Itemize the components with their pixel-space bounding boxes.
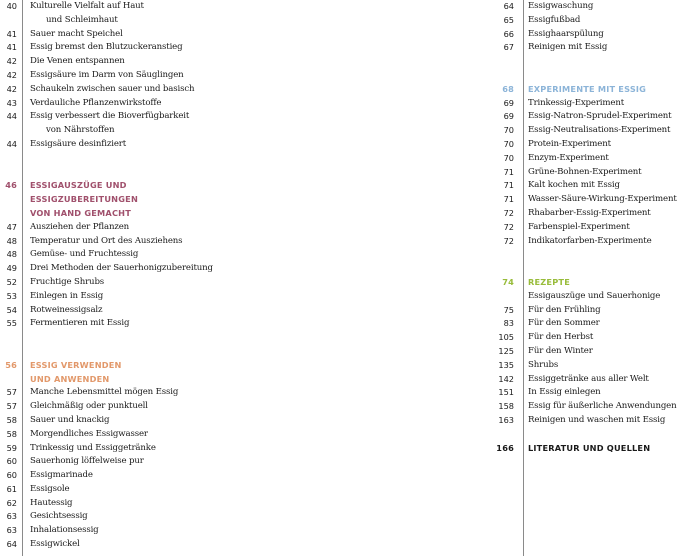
toc-entry[interactable]: [0, 55, 330, 69]
page-number: 70: [503, 125, 514, 136]
entry-title: Enzym-Experiment: [528, 152, 609, 163]
toc-entry[interactable]: [480, 14, 696, 28]
entry-title: Für den Herbst: [528, 332, 594, 343]
entry-title: Gesichtsessig: [30, 511, 88, 522]
page-number: 83: [503, 318, 514, 329]
toc-entry[interactable]: [480, 400, 696, 414]
entry-title: Essig bremst den Blutzuckeranstieg: [30, 42, 183, 53]
toc-entry[interactable]: [0, 428, 330, 442]
section-title: VON HAND GEMACHT: [30, 207, 131, 218]
page-number: 163: [498, 414, 514, 425]
toc-entry[interactable]: [0, 28, 330, 42]
toc-entry[interactable]: [0, 83, 330, 97]
page-number: 48: [6, 235, 17, 246]
entry-title: Einlegen in Essig: [30, 290, 104, 301]
entry-title: Farbenspiel-Experiment: [528, 221, 630, 232]
entry-title: Gemüse- und Fruchtessig: [30, 249, 139, 260]
page-number: 40: [6, 1, 17, 11]
page-number: 70: [503, 152, 514, 163]
page-number: 58: [6, 428, 17, 439]
toc-entry[interactable]: [480, 221, 696, 235]
toc-entry[interactable]: [0, 124, 330, 138]
page-number: 125: [498, 345, 514, 356]
toc-section-heading[interactable]: [0, 373, 330, 387]
entry-title: In Essig einlegen: [528, 387, 601, 398]
page-number: 158: [498, 401, 514, 412]
toc-entry[interactable]: [480, 179, 696, 193]
page-number: 66: [503, 28, 514, 39]
page-number: 57: [6, 401, 17, 412]
entry-title: Essigsäure im Darm von Säuglingen: [30, 69, 184, 80]
toc-section-heading[interactable]: [0, 193, 330, 207]
toc-entry[interactable]: [0, 235, 330, 249]
toc-entry[interactable]: [480, 345, 696, 359]
page-number: 61: [6, 483, 17, 494]
entry-title: Rhabarber-Essig-Experiment: [528, 207, 651, 218]
entry-title: Essigfußbad: [528, 14, 581, 25]
toc-entry[interactable]: [0, 524, 330, 538]
page-number: 52: [6, 276, 17, 287]
page-number: 54: [6, 304, 17, 315]
page-number: 48: [6, 249, 17, 260]
spacer: [480, 55, 696, 83]
toc-entry[interactable]: [480, 124, 696, 138]
entry-title: Grüne-Bohnen-Experiment: [528, 166, 642, 177]
entry-title: Essigwickel: [30, 539, 80, 550]
entry-title: Shrubs: [528, 359, 559, 370]
entry-title: Essig für äußerliche Anwendungen: [528, 401, 677, 412]
page-number: 44: [6, 111, 17, 122]
entry-title: Essig-Natron-Sprudel-Experiment: [528, 111, 672, 122]
page-number: 142: [498, 373, 514, 384]
page-number: 59: [6, 442, 17, 453]
entry-title: Trinkessig-Experiment: [528, 97, 625, 108]
page-number: 49: [6, 263, 17, 274]
page-number: 46: [5, 180, 17, 191]
section-title: REZEPTE: [528, 276, 571, 287]
toc-entry[interactable]: [480, 110, 696, 124]
page-number: 105: [498, 332, 514, 343]
toc-entry[interactable]: [0, 97, 330, 111]
entry-title: Essig-Neutralisations-Experiment: [528, 125, 671, 136]
page-number: 55: [6, 318, 17, 329]
toc-entry[interactable]: [0, 304, 330, 318]
entry-title: Sauer macht Speichel: [30, 28, 123, 39]
toc-entry[interactable]: [0, 469, 330, 483]
toc-entry[interactable]: [480, 0, 696, 14]
page-number: 60: [6, 470, 17, 481]
page-number: 71: [503, 194, 514, 205]
entry-title: Drei Methoden der Sauerhonigzubereitung: [30, 263, 213, 274]
toc-entry[interactable]: [480, 152, 696, 166]
page-number: 41: [6, 28, 17, 39]
entry-title: Sauerhonig löffelweise pur: [30, 456, 144, 467]
page-number: 53: [6, 290, 17, 301]
page-number: 64: [503, 1, 514, 11]
entry-title: Essigmarinade: [30, 470, 93, 481]
toc-entry[interactable]: [480, 193, 696, 207]
page-number: 166: [496, 442, 514, 453]
toc-section-heading[interactable]: [480, 83, 696, 97]
page-number: 42: [6, 83, 17, 94]
page-number: 64: [6, 539, 17, 550]
entry-title: Hautessig: [30, 497, 73, 508]
toc-entry[interactable]: [0, 110, 330, 124]
toc-entry[interactable]: [480, 138, 696, 152]
toc-entry[interactable]: [0, 386, 330, 400]
page-number: 63: [6, 511, 17, 522]
entry-title: Die Venen entspannen: [30, 56, 125, 67]
entry-title: Verdauliche Pflanzenwirkstoffe: [30, 97, 162, 108]
toc-entry[interactable]: [0, 497, 330, 511]
entry-title: Ausziehen der Pflanzen: [30, 221, 130, 232]
page-number: 151: [498, 387, 514, 398]
entry-title: Morgendliches Essigwasser: [30, 428, 148, 439]
spacer: [0, 152, 330, 180]
page-number: 70: [503, 138, 514, 149]
toc-entry[interactable]: [480, 28, 696, 42]
toc-column-right: [480, 0, 696, 455]
page-number: 67: [503, 42, 514, 53]
toc-entry[interactable]: [0, 483, 330, 497]
toc-entry[interactable]: [480, 166, 696, 180]
toc-entry[interactable]: [0, 248, 330, 262]
entry-title: Schaukeln zwischen sauer und basisch: [30, 83, 195, 94]
spacer: [480, 428, 696, 442]
page-number: 71: [503, 166, 514, 177]
page-number: 72: [503, 221, 514, 232]
spacer: [0, 331, 330, 359]
toc-entry[interactable]: [0, 290, 330, 304]
page-number: 43: [6, 97, 17, 108]
toc-entry[interactable]: [0, 41, 330, 55]
entry-title: Manche Lebensmittel mögen Essig: [30, 387, 179, 398]
section-title: ESSIG VERWENDEN: [30, 359, 122, 370]
toc-column-left: [0, 0, 330, 552]
entry-title: und Schleimhaut: [46, 14, 118, 25]
toc-entry[interactable]: [0, 221, 330, 235]
section-title: EXPERIMENTE MIT ESSIG: [528, 83, 647, 94]
toc-entry[interactable]: [480, 41, 696, 55]
page-number: 65: [503, 14, 514, 25]
page-number: 47: [6, 221, 17, 232]
page-number: 72: [503, 235, 514, 246]
entry-title: Reinigen und waschen mit Essig: [528, 414, 666, 425]
page-number: 62: [6, 497, 17, 508]
toc-section-heading[interactable]: [0, 179, 330, 193]
toc-entry[interactable]: [480, 331, 696, 345]
toc-entry[interactable]: [480, 373, 696, 387]
page-number: 56: [5, 359, 17, 370]
entry-title: Essigauszüge und Sauerhonige: [528, 290, 661, 301]
toc-entry[interactable]: [0, 14, 330, 28]
entry-title: Trinkessig und Essiggetränke: [30, 442, 156, 453]
section-title: LITERATUR UND QUELLEN: [528, 442, 651, 453]
entry-title: Indikatorfarben-Experimente: [528, 235, 652, 246]
toc-entry[interactable]: [0, 138, 330, 152]
toc-entry[interactable]: [0, 414, 330, 428]
entry-title: Für den Frühling: [528, 304, 601, 315]
page-number: 63: [6, 525, 17, 536]
page-number: 75: [503, 304, 514, 315]
spacer: [480, 248, 696, 276]
entry-title: Protein-Experiment: [528, 138, 611, 149]
toc-entry[interactable]: [480, 414, 696, 428]
toc-section-heading[interactable]: [480, 276, 696, 290]
entry-title: Für den Sommer: [528, 318, 600, 329]
entry-title: Gleichmäßig oder punktuell: [30, 401, 148, 412]
entry-title: Temperatur und Ort des Ausziehens: [30, 235, 183, 246]
page-number: 41: [6, 42, 17, 53]
toc-entry[interactable]: [480, 207, 696, 221]
toc-entry[interactable]: [0, 442, 330, 456]
toc-entry[interactable]: [0, 0, 330, 14]
entry-title: Inhalationsessig: [30, 525, 99, 536]
entry-title: Rotweinessigsalz: [30, 304, 103, 315]
entry-title: Essiggetränke aus aller Welt: [528, 373, 649, 384]
entry-title: Kalt kochen mit Essig: [528, 180, 620, 191]
toc-entry[interactable]: [480, 359, 696, 373]
entry-title: Für den Winter: [528, 345, 593, 356]
toc-entry[interactable]: [0, 276, 330, 290]
toc-section-heading[interactable]: [480, 442, 696, 456]
page-number: 71: [503, 180, 514, 191]
page-number: 68: [502, 83, 514, 94]
page-number: 58: [6, 414, 17, 425]
entry-title: Reinigen mit Essig: [528, 42, 608, 53]
page-number: 42: [6, 69, 17, 80]
toc-entry[interactable]: [480, 304, 696, 318]
toc-entry[interactable]: [0, 455, 330, 469]
toc-entry[interactable]: [0, 262, 330, 276]
entry-title: Essigsäure desinfiziert: [30, 138, 127, 149]
entry-title: Fruchtige Shrubs: [30, 276, 105, 287]
toc-entry[interactable]: [0, 69, 330, 83]
entry-title: Fermentieren mit Essig: [30, 318, 130, 329]
toc-entry[interactable]: [480, 290, 696, 304]
toc-entry[interactable]: [0, 510, 330, 524]
section-title: UND ANWENDEN: [30, 373, 110, 384]
entry-title: Essigwaschung: [528, 1, 594, 11]
toc-section-heading[interactable]: [0, 359, 330, 373]
toc-section-heading[interactable]: [0, 207, 330, 221]
entry-title: Essig verbessert die Bioverfügbarkeit: [30, 111, 190, 122]
entry-title: Sauer und knackig: [30, 414, 110, 425]
entry-title: Wasser-Säure-Wirkung-Experiment: [528, 194, 677, 205]
toc-entry[interactable]: [480, 317, 696, 331]
toc-entry[interactable]: [480, 97, 696, 111]
entry-title: Kulturelle Vielfalt auf Haut: [30, 1, 144, 11]
page-number: 69: [503, 97, 514, 108]
section-title: ESSIGAUSZÜGE UND: [30, 180, 127, 191]
entry-title: Essigsole: [30, 483, 70, 494]
toc-entry[interactable]: [0, 538, 330, 552]
toc-entry[interactable]: [480, 235, 696, 249]
toc-entry[interactable]: [480, 386, 696, 400]
toc-entry[interactable]: [0, 400, 330, 414]
page-number: 69: [503, 111, 514, 122]
section-title: ESSIGZUBEREITUNGEN: [30, 194, 138, 205]
toc-entry[interactable]: [0, 317, 330, 331]
page-number: 60: [6, 456, 17, 467]
entry-title: von Nährstoffen: [46, 125, 115, 136]
page-number: 72: [503, 207, 514, 218]
page-number: 42: [6, 56, 17, 67]
page-number: 74: [502, 276, 514, 287]
entry-title: Essighaarspülung: [528, 28, 604, 39]
page-number: 135: [498, 359, 514, 370]
page-number: 57: [6, 387, 17, 398]
page-number: 44: [6, 138, 17, 149]
